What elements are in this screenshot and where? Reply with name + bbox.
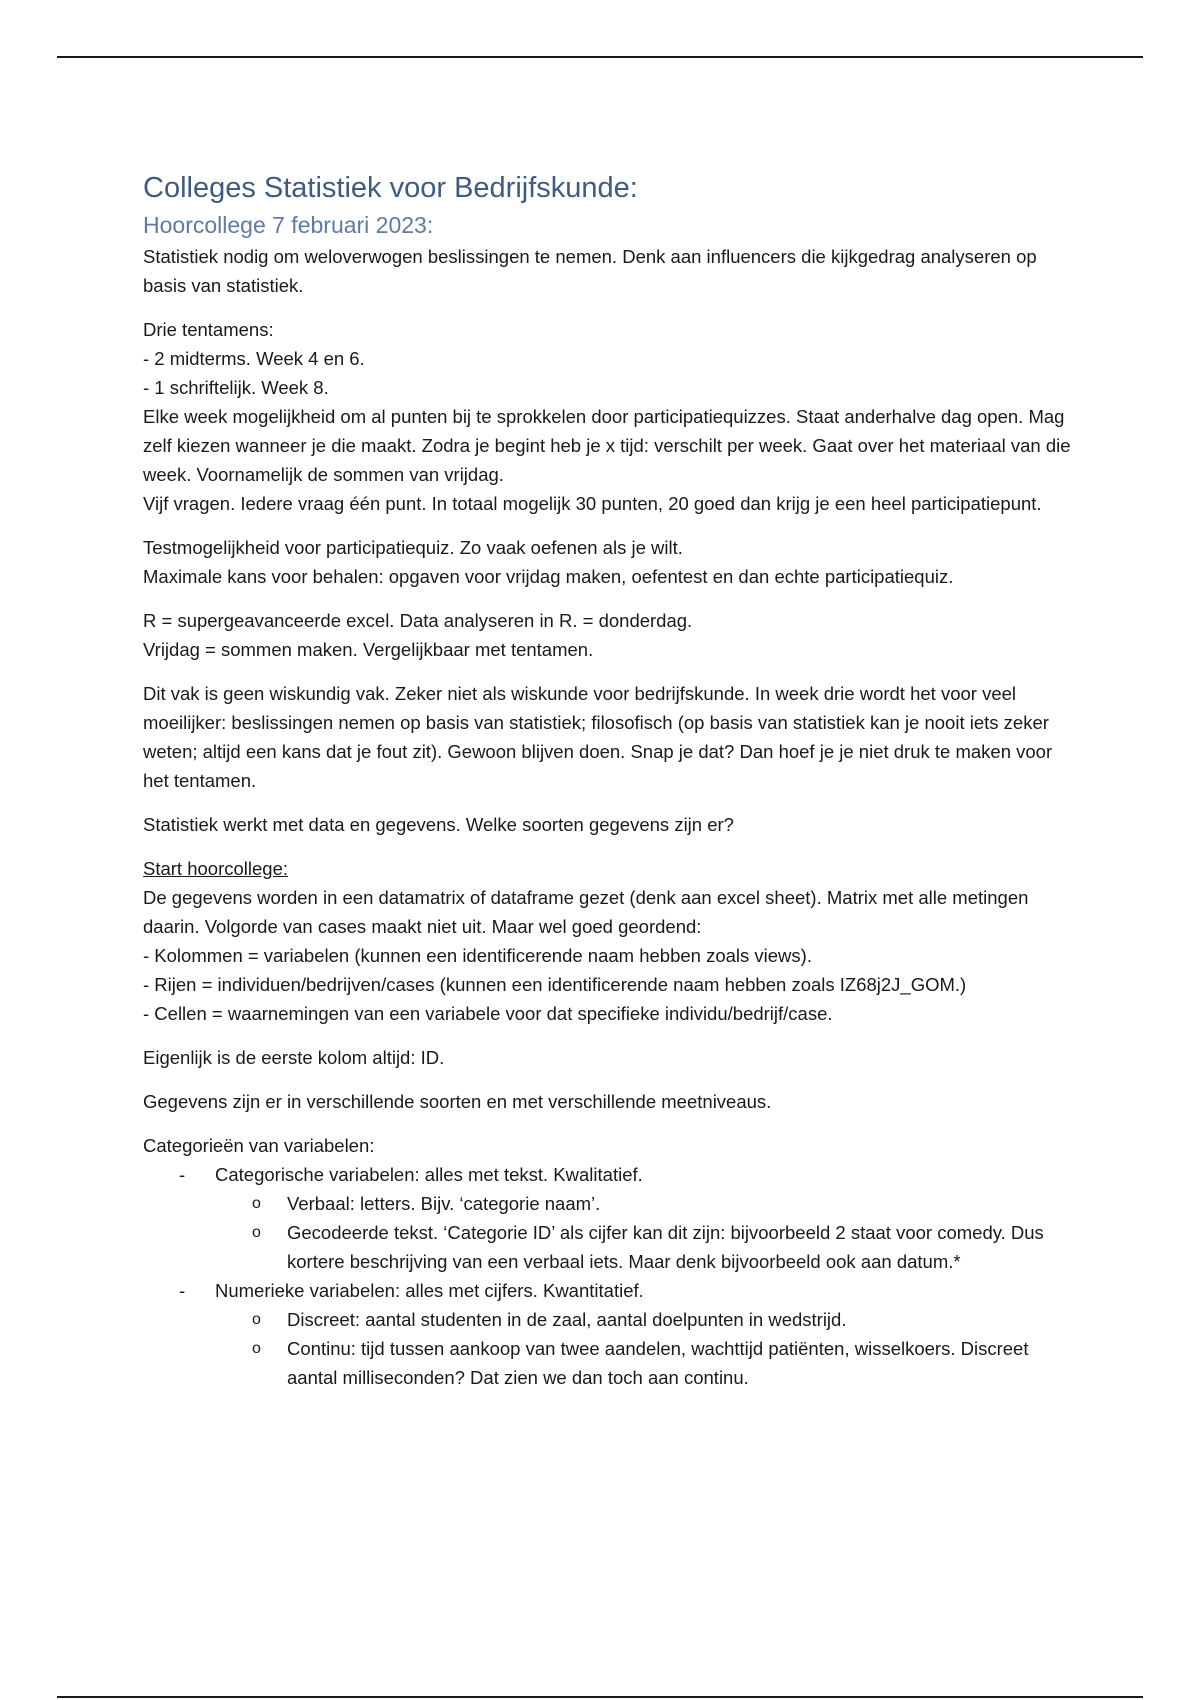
categories-list xyxy=(143,1160,1073,1392)
start-paragraph xyxy=(143,854,1073,1028)
circle-bullet: o xyxy=(252,1224,261,1241)
start-heading: Start hoorcollege: xyxy=(143,858,289,879)
numeric-continuous: Continu: tijd tussen aankoop van twee aandelen, wachttijd patiënten, wisselkoers. Discreet aantal milliseconden? Dat zien we dan toch aan continu. xyxy=(287,1338,1029,1388)
list-item xyxy=(143,1276,1073,1392)
categorical-sublist xyxy=(215,1189,1073,1276)
numeric-sublist xyxy=(215,1305,1073,1392)
start-line-cells: - Cellen = waarnemingen van een variabele voor dat specifieke individu/bedrijf/case. xyxy=(143,1003,833,1024)
r-line-2: Vrijdag = sommen maken. Vergelijkbaar met tentamen. xyxy=(143,639,594,660)
list-item xyxy=(215,1305,1073,1334)
test-line-2: Maximale kans voor behalen: opgaven voor vrijdag maken, oefentest en dan echte participatiequiz. xyxy=(143,566,954,587)
categorical-coded: Gecodeerde tekst. ‘Categorie ID’ als cijfer kan dit zijn: bijvoorbeeld 2 staat voor comedy. Dus kortere beschrijving van een verbaal iets. Maar denk bijvoorbeeld ook aan datum.* xyxy=(287,1222,1044,1272)
list-item xyxy=(215,1218,1073,1276)
dash-bullet: - xyxy=(179,1280,186,1301)
levels-paragraph: Gegevens zijn er in verschillende soorten en met verschillende meetniveaus. xyxy=(143,1091,772,1112)
id-paragraph: Eigenlijk is de eerste kolom altijd: ID. xyxy=(143,1047,445,1068)
exams-line-written: - 1 schriftelijk. Week 8. xyxy=(143,377,329,398)
intro-paragraph: Statistiek nodig om weloverwogen beslissingen te nemen. Denk aan influencers die kijkgedrag analyseren op basis van statistiek. xyxy=(143,246,1037,296)
r-line-1: R = supergeavanceerde excel. Data analyseren in R. = donderdag. xyxy=(143,610,693,631)
start-line-rows: - Rijen = individuen/bedrijven/cases (kunnen een identificerende naam hebben zoals IZ68j2J_GOM.) xyxy=(143,974,967,995)
list-item xyxy=(215,1189,1073,1218)
header-rule xyxy=(57,56,1143,58)
list-item xyxy=(143,1160,1073,1276)
start-line-matrix: De gegevens worden in een datamatrix of dataframe gezet (denk aan excel sheet). Matrix met alle metingen daarin. Volgorde van cases maakt niet uit. Maar wel goed geordend: xyxy=(143,887,1029,937)
test-paragraph xyxy=(143,533,1073,591)
lecture-subtitle: Hoorcollege 7 februari 2023: xyxy=(143,212,434,238)
exams-paragraph xyxy=(143,315,1073,518)
start-line-columns: - Kolommen = variabelen (kunnen een identificerende naam hebben zoals views). xyxy=(143,945,812,966)
exams-line-points: Vijf vragen. Iedere vraag één punt. In totaal mogelijk 30 punten, 20 goed dan krijg je een heel participatiepunt. xyxy=(143,493,1042,514)
test-line-1: Testmogelijkheid voor participatiequiz. Zo vaak oefenen als je wilt. xyxy=(143,537,683,558)
numeric-label: Numerieke variabelen: alles met cijfers. Kwantitatief. xyxy=(215,1280,644,1301)
footer-rule xyxy=(57,1696,1143,1698)
categorical-verbal: Verbaal: letters. Bijv. ‘categorie naam’. xyxy=(287,1193,601,1214)
document-body xyxy=(143,168,1073,1392)
dash-bullet: - xyxy=(179,1164,186,1185)
categories-heading: Categorieën van variabelen: xyxy=(143,1135,375,1156)
exams-line-midterms: - 2 midterms. Week 4 en 6. xyxy=(143,348,365,369)
circle-bullet: o xyxy=(252,1340,261,1357)
math-paragraph: Dit vak is geen wiskundig vak. Zeker niet als wiskunde voor bedrijfskunde. In week drie wordt het voor veel moeilijker: beslissingen nemen op basis van statistiek; filosofisch (op basis van statistiek kan je nooit iets zeker weten; altijd een kans dat je fout zit). Gewoon blijven doen. Snap je dat? Dan hoef je je niet druk te maken voor het tentamen. xyxy=(143,683,1053,791)
data-types-paragraph: Statistiek werkt met data en gegevens. Welke soorten gegevens zijn er? xyxy=(143,814,734,835)
categories-section xyxy=(143,1131,1073,1392)
numeric-discrete: Discreet: aantal studenten in de zaal, aantal doelpunten in wedstrijd. xyxy=(287,1309,847,1330)
circle-bullet: o xyxy=(252,1195,261,1212)
circle-bullet: o xyxy=(252,1311,261,1328)
categorical-label: Categorische variabelen: alles met tekst. Kwalitatief. xyxy=(215,1164,643,1185)
document-title: Colleges Statistiek voor Bedrijfskunde: xyxy=(143,172,638,204)
list-item xyxy=(215,1334,1073,1392)
exams-heading: Drie tentamens: xyxy=(143,319,274,340)
r-paragraph xyxy=(143,606,1073,664)
exams-line-quizzes: Elke week mogelijkheid om al punten bij te sprokkelen door participatiequizzes. Staat anderhalve dag open. Mag zelf kiezen wanneer je die maakt. Zodra je begint heb je x tijd: verschilt per week. Gaat over het materiaal van die week. Voornamelijk de sommen van vrijdag. xyxy=(143,406,1071,485)
